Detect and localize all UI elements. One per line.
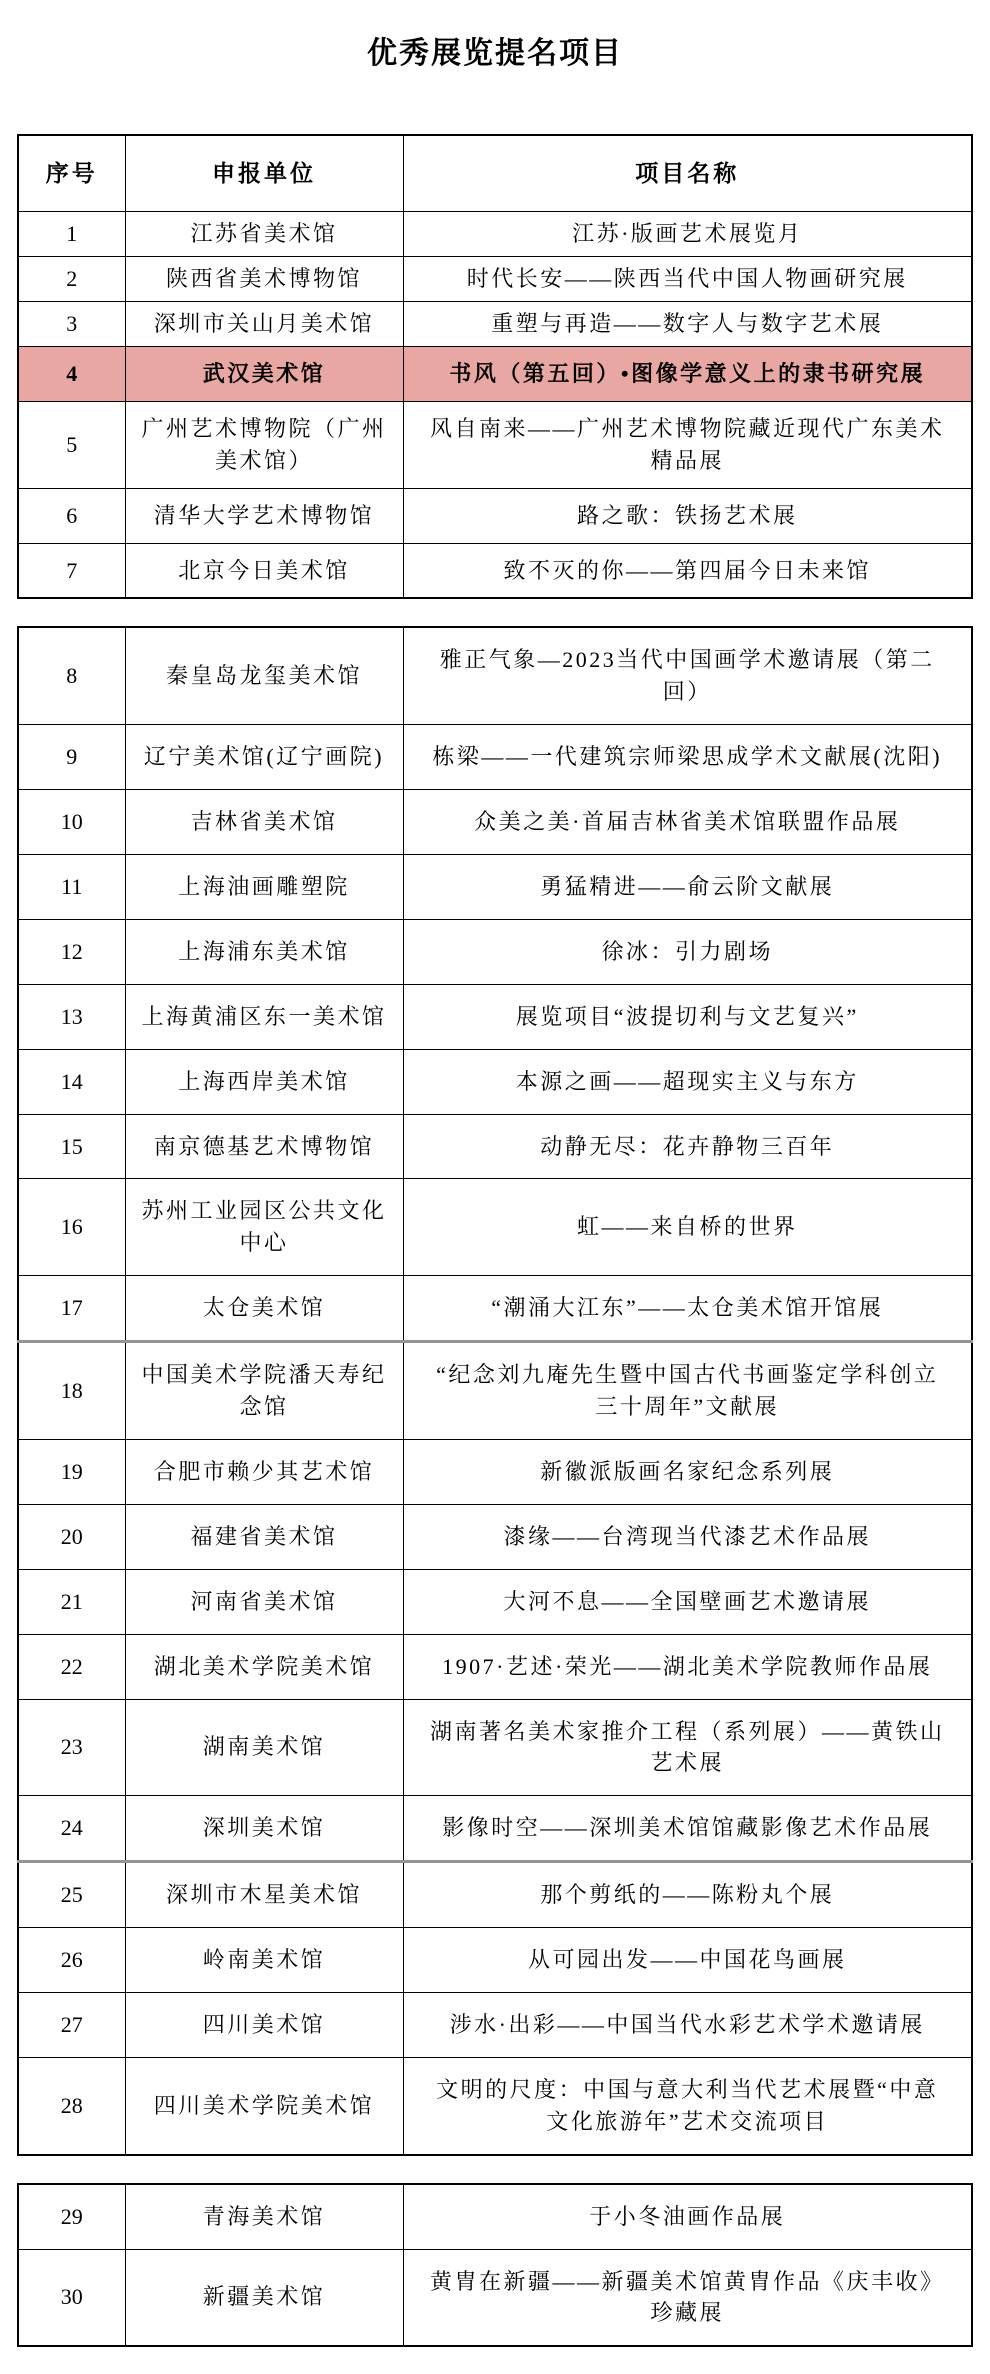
org-cell: 湖南美术馆 — [125, 1699, 403, 1796]
project-cell: 本源之画——超现实主义与东方 — [403, 1049, 972, 1114]
row-number-cell: 30 — [18, 2249, 125, 2346]
project-cell: 新徽派版画名家纪念系列展 — [403, 1439, 972, 1504]
table-section-2 — [17, 626, 973, 2155]
org-cell: 深圳市关山月美术馆 — [125, 302, 403, 347]
row-number-cell: 4 — [18, 347, 125, 402]
row-number-cell: 16 — [18, 1179, 125, 1276]
table-row — [18, 790, 972, 855]
row-number-cell: 24 — [18, 1796, 125, 1862]
header-serial-number: 序号 — [18, 135, 125, 212]
table-row — [18, 1114, 972, 1179]
row-number-cell: 19 — [18, 1439, 125, 1504]
row-number-cell: 2 — [18, 257, 125, 302]
table-section-3 — [17, 2183, 973, 2348]
org-cell: 合肥市赖少其艺术馆 — [125, 1439, 403, 1504]
org-cell: 河南省美术馆 — [125, 1569, 403, 1634]
project-cell: 那个剪纸的——陈粉丸个展 — [403, 1862, 972, 1928]
org-cell: 陕西省美术博物馆 — [125, 257, 403, 302]
table-row — [18, 919, 972, 984]
project-cell: 徐冰：引力剧场 — [403, 919, 972, 984]
row-number-cell: 26 — [18, 1928, 125, 1993]
table-row — [18, 212, 972, 257]
table-row — [18, 2249, 972, 2346]
org-cell: 苏州工业园区公共文化中心 — [125, 1179, 403, 1276]
project-cell: 黄胄在新疆——新疆美术馆黄胄作品《庆丰收》珍藏展 — [403, 2249, 972, 2346]
nomination-table-2 — [17, 626, 973, 2155]
project-cell: 致不灭的你——第四届今日未来馆 — [403, 543, 972, 598]
row-number-cell: 29 — [18, 2184, 125, 2249]
header-applicant-org: 申报单位 — [125, 135, 403, 212]
org-cell: 上海油画雕塑院 — [125, 855, 403, 920]
table-row — [18, 401, 972, 488]
row-number-cell: 21 — [18, 1569, 125, 1634]
project-cell: 重塑与再造——数字人与数字艺术展 — [403, 302, 972, 347]
org-cell: 江苏省美术馆 — [125, 212, 403, 257]
table-row — [18, 1439, 972, 1504]
org-cell: 四川美术馆 — [125, 1992, 403, 2057]
project-cell: 江苏·版画艺术展览月 — [403, 212, 972, 257]
table-row — [18, 302, 972, 347]
org-cell: 广州艺术博物院（广州美术馆） — [125, 401, 403, 488]
row-number-cell: 14 — [18, 1049, 125, 1114]
org-cell: 吉林省美术馆 — [125, 790, 403, 855]
table-row — [18, 2184, 972, 2249]
table-row — [18, 1179, 972, 1276]
project-cell: 从可园出发——中国花鸟画展 — [403, 1928, 972, 1993]
row-number-cell: 25 — [18, 1862, 125, 1928]
org-cell: 湖北美术学院美术馆 — [125, 1634, 403, 1699]
row-number-cell: 6 — [18, 488, 125, 543]
project-cell: 虹——来自桥的世界 — [403, 1179, 972, 1276]
table-row — [18, 1504, 972, 1569]
project-cell: 风自南来——广州艺术博物院藏近现代广东美术精品展 — [403, 401, 972, 488]
row-number-cell: 23 — [18, 1699, 125, 1796]
table-header-row — [18, 135, 972, 212]
table-row — [18, 1276, 972, 1342]
table-row — [18, 543, 972, 598]
project-cell: 影像时空——深圳美术馆馆藏影像艺术作品展 — [403, 1796, 972, 1862]
org-cell: 深圳美术馆 — [125, 1796, 403, 1862]
row-number-cell: 15 — [18, 1114, 125, 1179]
org-cell: 四川美术学院美术馆 — [125, 2057, 403, 2154]
row-number-cell: 20 — [18, 1504, 125, 1569]
org-cell: 上海西岸美术馆 — [125, 1049, 403, 1114]
table-row — [18, 488, 972, 543]
org-cell: 清华大学艺术博物馆 — [125, 488, 403, 543]
table-row — [18, 627, 972, 724]
org-cell: 武汉美术馆 — [125, 347, 403, 402]
project-cell: 众美之美·首届吉林省美术馆联盟作品展 — [403, 790, 972, 855]
org-cell: 秦皇岛龙玺美术馆 — [125, 627, 403, 724]
table-row — [18, 1634, 972, 1699]
row-number-cell: 13 — [18, 984, 125, 1049]
row-number-cell: 17 — [18, 1276, 125, 1342]
org-cell: 中国美术学院潘天寿纪念馆 — [125, 1342, 403, 1440]
project-cell: 漆缘——台湾现当代漆艺术作品展 — [403, 1504, 972, 1569]
project-cell: “潮涌大江东”——太仓美术馆开馆展 — [403, 1276, 972, 1342]
project-cell: 雅正气象—2023当代中国画学术邀请展（第二回） — [403, 627, 972, 724]
org-cell: 北京今日美术馆 — [125, 543, 403, 598]
project-cell: 勇猛精进——俞云阶文献展 — [403, 855, 972, 920]
row-number-cell: 28 — [18, 2057, 125, 2154]
org-cell: 新疆美术馆 — [125, 2249, 403, 2346]
table-row — [18, 1049, 972, 1114]
table-row — [18, 1862, 972, 1928]
project-cell: 涉水·出彩——中国当代水彩艺术学术邀请展 — [403, 1992, 972, 2057]
org-cell: 上海黄浦区东一美术馆 — [125, 984, 403, 1049]
table-row — [18, 1992, 972, 2057]
table-row — [18, 347, 972, 402]
project-cell: 书风（第五回）•图像学意义上的隶书研究展 — [403, 347, 972, 402]
row-number-cell: 9 — [18, 725, 125, 790]
row-number-cell: 3 — [18, 302, 125, 347]
table-row — [18, 2057, 972, 2154]
table-row — [18, 725, 972, 790]
table-row — [18, 1928, 972, 1993]
row-number-cell: 1 — [18, 212, 125, 257]
row-number-cell: 22 — [18, 1634, 125, 1699]
project-cell: 于小冬油画作品展 — [403, 2184, 972, 2249]
project-cell: 文明的尺度：中国与意大利当代艺术展暨“中意文化旅游年”艺术交流项目 — [403, 2057, 972, 2154]
table-row — [18, 257, 972, 302]
org-cell: 南京德基艺术博物馆 — [125, 1114, 403, 1179]
header-project-name: 项目名称 — [403, 135, 972, 212]
nomination-table-1 — [17, 134, 973, 599]
table-section-1 — [17, 134, 973, 599]
org-cell: 辽宁美术馆(辽宁画院) — [125, 725, 403, 790]
org-cell: 深圳市木星美术馆 — [125, 1862, 403, 1928]
row-number-cell: 5 — [18, 401, 125, 488]
project-cell: “纪念刘九庵先生暨中国古代书画鉴定学科创立三十周年”文献展 — [403, 1342, 972, 1440]
org-cell: 岭南美术馆 — [125, 1928, 403, 1993]
table-row — [18, 855, 972, 920]
project-cell: 时代长安——陕西当代中国人物画研究展 — [403, 257, 972, 302]
table-row — [18, 984, 972, 1049]
row-number-cell: 7 — [18, 543, 125, 598]
row-number-cell: 12 — [18, 919, 125, 984]
table-row — [18, 1699, 972, 1796]
org-cell: 太仓美术馆 — [125, 1276, 403, 1342]
project-cell: 大河不息——全国壁画艺术邀请展 — [403, 1569, 972, 1634]
org-cell: 福建省美术馆 — [125, 1504, 403, 1569]
org-cell: 上海浦东美术馆 — [125, 919, 403, 984]
nomination-table-3 — [17, 2183, 973, 2348]
project-cell: 动静无尽：花卉静物三百年 — [403, 1114, 972, 1179]
page-title: 优秀展览提名项目 — [367, 37, 623, 70]
row-number-cell: 10 — [18, 790, 125, 855]
project-cell: 栋梁——一代建筑宗师梁思成学术文献展(沈阳) — [403, 725, 972, 790]
row-number-cell: 8 — [18, 627, 125, 724]
row-number-cell: 18 — [18, 1342, 125, 1440]
project-cell: 湖南著名美术家推介工程（系列展）——黄铁山艺术展 — [403, 1699, 972, 1796]
project-cell: 路之歌：铁扬艺术展 — [403, 488, 972, 543]
row-number-cell: 11 — [18, 855, 125, 920]
table-row — [18, 1342, 972, 1440]
project-cell: 展览项目“波提切利与文艺复兴” — [403, 984, 972, 1049]
table-row — [18, 1796, 972, 1862]
org-cell: 青海美术馆 — [125, 2184, 403, 2249]
row-number-cell: 27 — [18, 1992, 125, 2057]
project-cell: 1907·艺述·荣光——湖北美术学院教师作品展 — [403, 1634, 972, 1699]
table-row — [18, 1569, 972, 1634]
